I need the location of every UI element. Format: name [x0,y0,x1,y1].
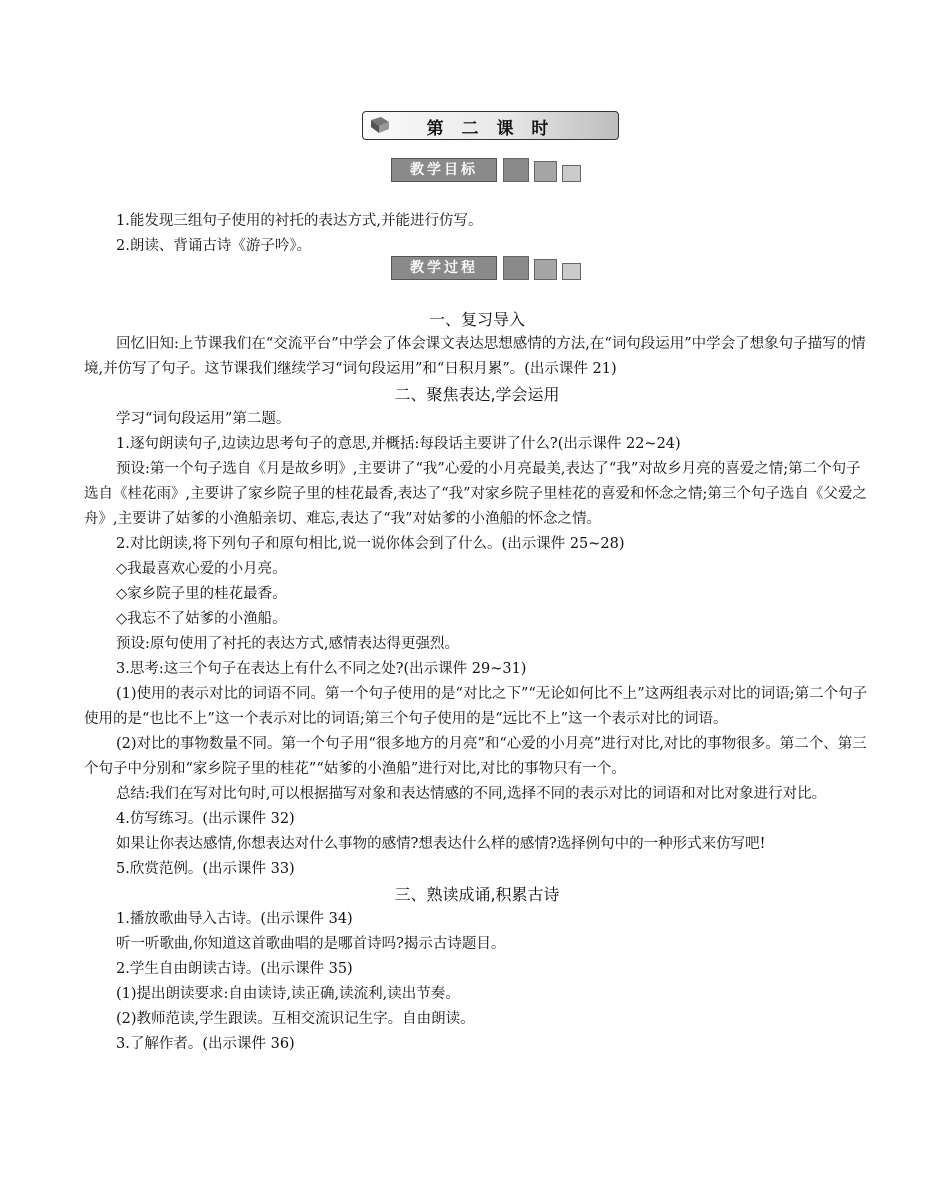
lesson-title: 第 二 课 时 [426,119,555,139]
part2-heading: 二、聚焦表达,学会运用 [394,385,560,404]
step-item: 2.对比朗读,将下列句子和原句相比,说一说你体会到了什么。(出示课件 25~28) [116,536,625,552]
summary-paragraph: 总结:我们在写对比句时,可以根据描写对象和表达情感的不同,选择不同的表示对比的词语和对比对象进行对比。 [116,786,827,802]
decor-square [503,158,529,182]
part1-heading: 一、复习导入 [428,310,525,329]
step-item: 5.欣赏范例。(出示课件 33) [116,861,295,877]
step-item: 3.了解作者。(出示课件 36) [116,1036,295,1052]
paragraph: 回忆旧知:上节课我们在“交流平台”中学会了体会课文表达思想感情的方法,在“词句段运用”中学会了想象句子描写的情境,并仿写了句子。这节课我们继续学习“词句段运用”和“日积月累”。(出示课件 21) [84,336,866,377]
part3-heading: 三、熟读成诵,积累古诗 [394,885,560,904]
decor-square [562,165,581,182]
preset-paragraph: 预设:第一个句子选自《月是故乡明》,主要讲了“我”心爱的小月亮最美,表达了“我”对故乡月亮的喜爱之情;第二个句子选自《桂花雨》,主要讲了家乡院子里的桂花最香,表达了“我”对家乡院子里桂花的喜爱和怀念之情;第三个句子选自《父爱之舟》,主要讲了姑爹的小渔船亲切、难忘,表达了“我”对姑爹的小渔船的怀念之情。 [84,461,867,527]
goals-list [84,209,870,259]
step-item: 2.学生自由朗读古诗。(出示课件 35) [116,961,353,977]
goal-item: 2.朗读、背诵古诗《游子吟》。 [116,238,312,254]
preset-paragraph: 预设:原句使用了衬托的表达方式,感情表达得更强烈。 [116,636,459,652]
lesson-title-banner [362,111,619,140]
decor-square [534,259,557,280]
sub-item: (2)教师范读,学生跟读。互相交流识记生字。自由朗读。 [116,1011,475,1027]
bullet-sentence: ◇我忘不了姑爹的小渔船。 [116,611,287,627]
point-paragraph: (2)对比的事物数量不同。第一个句子用“很多地方的月亮”和“心爱的小月亮”进行对比,对比的事物很多。第二个、第三个句子中分别和“家乡院子里的桂花”“姑爹的小渔船”进行对比,对比的事物只有一个。 [84,736,867,777]
paragraph: 学习“词句段运用”第二题。 [116,411,291,427]
paragraph: 如果让你表达感情,你想表达对什么事物的感情?想表达什么样的感情?选择例句中的一种形式来仿写吧! [116,836,766,852]
paragraph: 听一听歌曲,你知道这首歌曲唱的是哪首诗吗?揭示古诗题目。 [116,936,506,952]
section-label-goals: 教学目标 [391,158,497,182]
goal-item: 1.能发现三组句子使用的衬托的表达方式,并能进行仿写。 [116,213,483,229]
decor-square [503,256,529,280]
step-item: 1.逐句朗读句子,边读边思考句子的意思,并概括:每段话主要讲了什么?(出示课件 22~24) [116,436,681,452]
decor-square [534,161,557,182]
step-item: 1.播放歌曲导入古诗。(出示课件 34) [116,911,353,927]
sub-item: (1)提出朗读要求:自由读诗,读正确,读流利,读出节奏。 [116,986,460,1002]
step-item: 3.思考:这三个句子在表达上有什么不同之处?(出示课件 29~31) [116,661,527,677]
process-body [84,307,870,1057]
point-paragraph: (1)使用的表示对比的词语不同。第一个句子使用的是“对比之下”“无论如何比不上”这两组表示对比的词语;第二个句子使用的是“也比不上”这一个表示对比的词语;第三个句子使用的是“远比不上”这一个表示对比的词语。 [84,686,868,727]
decor-square [562,263,581,280]
bullet-sentence: ◇家乡院子里的桂花最香。 [116,586,287,602]
section-label-process: 教学过程 [391,256,497,280]
step-item: 4.仿写练习。(出示课件 32) [116,811,295,827]
bullet-sentence: ◇我最喜欢心爱的小月亮。 [116,561,287,577]
